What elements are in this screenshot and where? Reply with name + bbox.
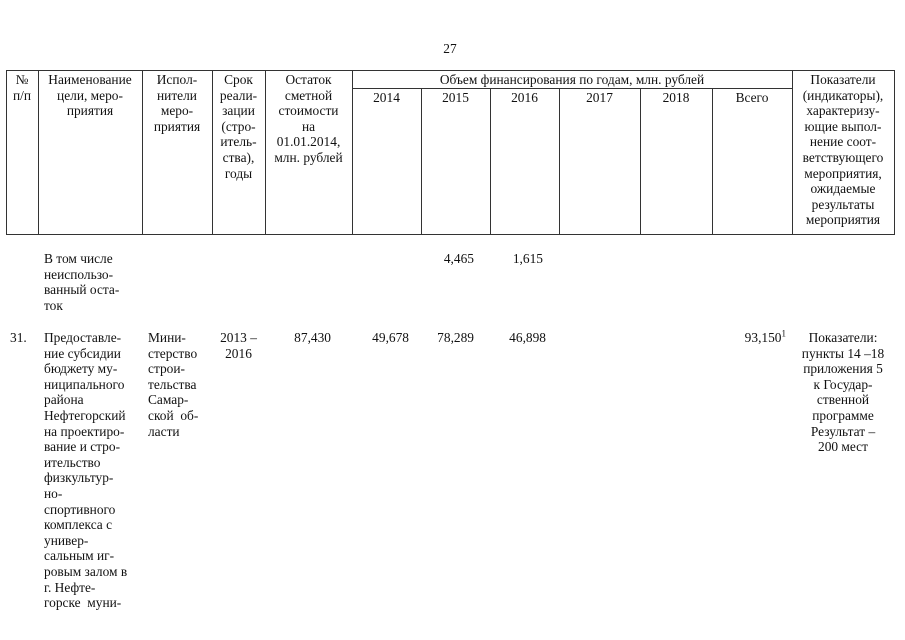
header-num: № п/п xyxy=(12,72,32,103)
row-remainder: 87,430 xyxy=(294,330,331,345)
header-year-2017: 2017 xyxy=(586,90,613,105)
header-bottom-border xyxy=(6,234,894,235)
header-year-2014: 2014 xyxy=(373,90,400,105)
column-line xyxy=(894,70,895,235)
column-line xyxy=(559,88,560,235)
page-number: 27 xyxy=(443,41,457,56)
header-year-2015: 2015 xyxy=(442,90,469,105)
row-number: 31. xyxy=(10,330,27,345)
total-value: 93,150 xyxy=(744,330,782,345)
column-line xyxy=(640,88,641,235)
header-name: Наименование цели, меро- приятия xyxy=(48,72,132,119)
header-indicators: Показатели (индикаторы), характеризу- ющие выпол- нение соот- ветствующего мероприятия, ожидаемые результаты мероприятия xyxy=(802,72,884,228)
row-indicators: Показатели: пункты 14 –18 приложения 5 к Государ- ственной программе Результат – 200 мест xyxy=(801,330,885,455)
row-value-2014: 49,678 xyxy=(372,330,409,345)
footnote-marker: 1 xyxy=(781,328,786,339)
header-remainder: Остаток сметной стоимости на 01.01.2014, млн. рублей xyxy=(274,72,343,165)
column-line xyxy=(712,88,713,235)
column-line xyxy=(421,88,422,235)
funding-group-divider xyxy=(352,88,792,89)
header-term: Срок реали- зации (стро- итель- ства), годы xyxy=(219,72,258,181)
row-value-total xyxy=(712,330,786,346)
row-value-2015: 78,289 xyxy=(437,330,474,345)
header-executors: Испол- нители меро- приятия xyxy=(153,72,201,134)
row-executors: Мини- стерство строи- тельства Самар- ской об- ласти xyxy=(148,330,199,439)
row-term: 2013 – 2016 xyxy=(220,330,257,361)
row-name: Предоставле- ние субсидии бюджету му- ниципального района Нефтегорский на проектиро- вание и стро- ительство физкультур- но- спортивного комплекса с универ- сальным иг- ровым залом в г. Нефте- горске муни- xyxy=(44,330,128,611)
header-total: Всего xyxy=(735,90,769,105)
header-year-2016: 2016 xyxy=(511,90,538,105)
row-name: В том числе неиспользо- ванный оста- ток xyxy=(44,251,120,313)
row-value-2015: 4,465 xyxy=(443,251,474,266)
header-funding-group: Объем финансирования по годам, млн. рублей xyxy=(439,72,705,87)
row-value-2016: 1,615 xyxy=(512,251,543,266)
column-line xyxy=(490,88,491,235)
row-value-2016: 46,898 xyxy=(509,330,546,345)
header-year-2018: 2018 xyxy=(662,90,690,105)
table-top-border xyxy=(6,70,894,71)
